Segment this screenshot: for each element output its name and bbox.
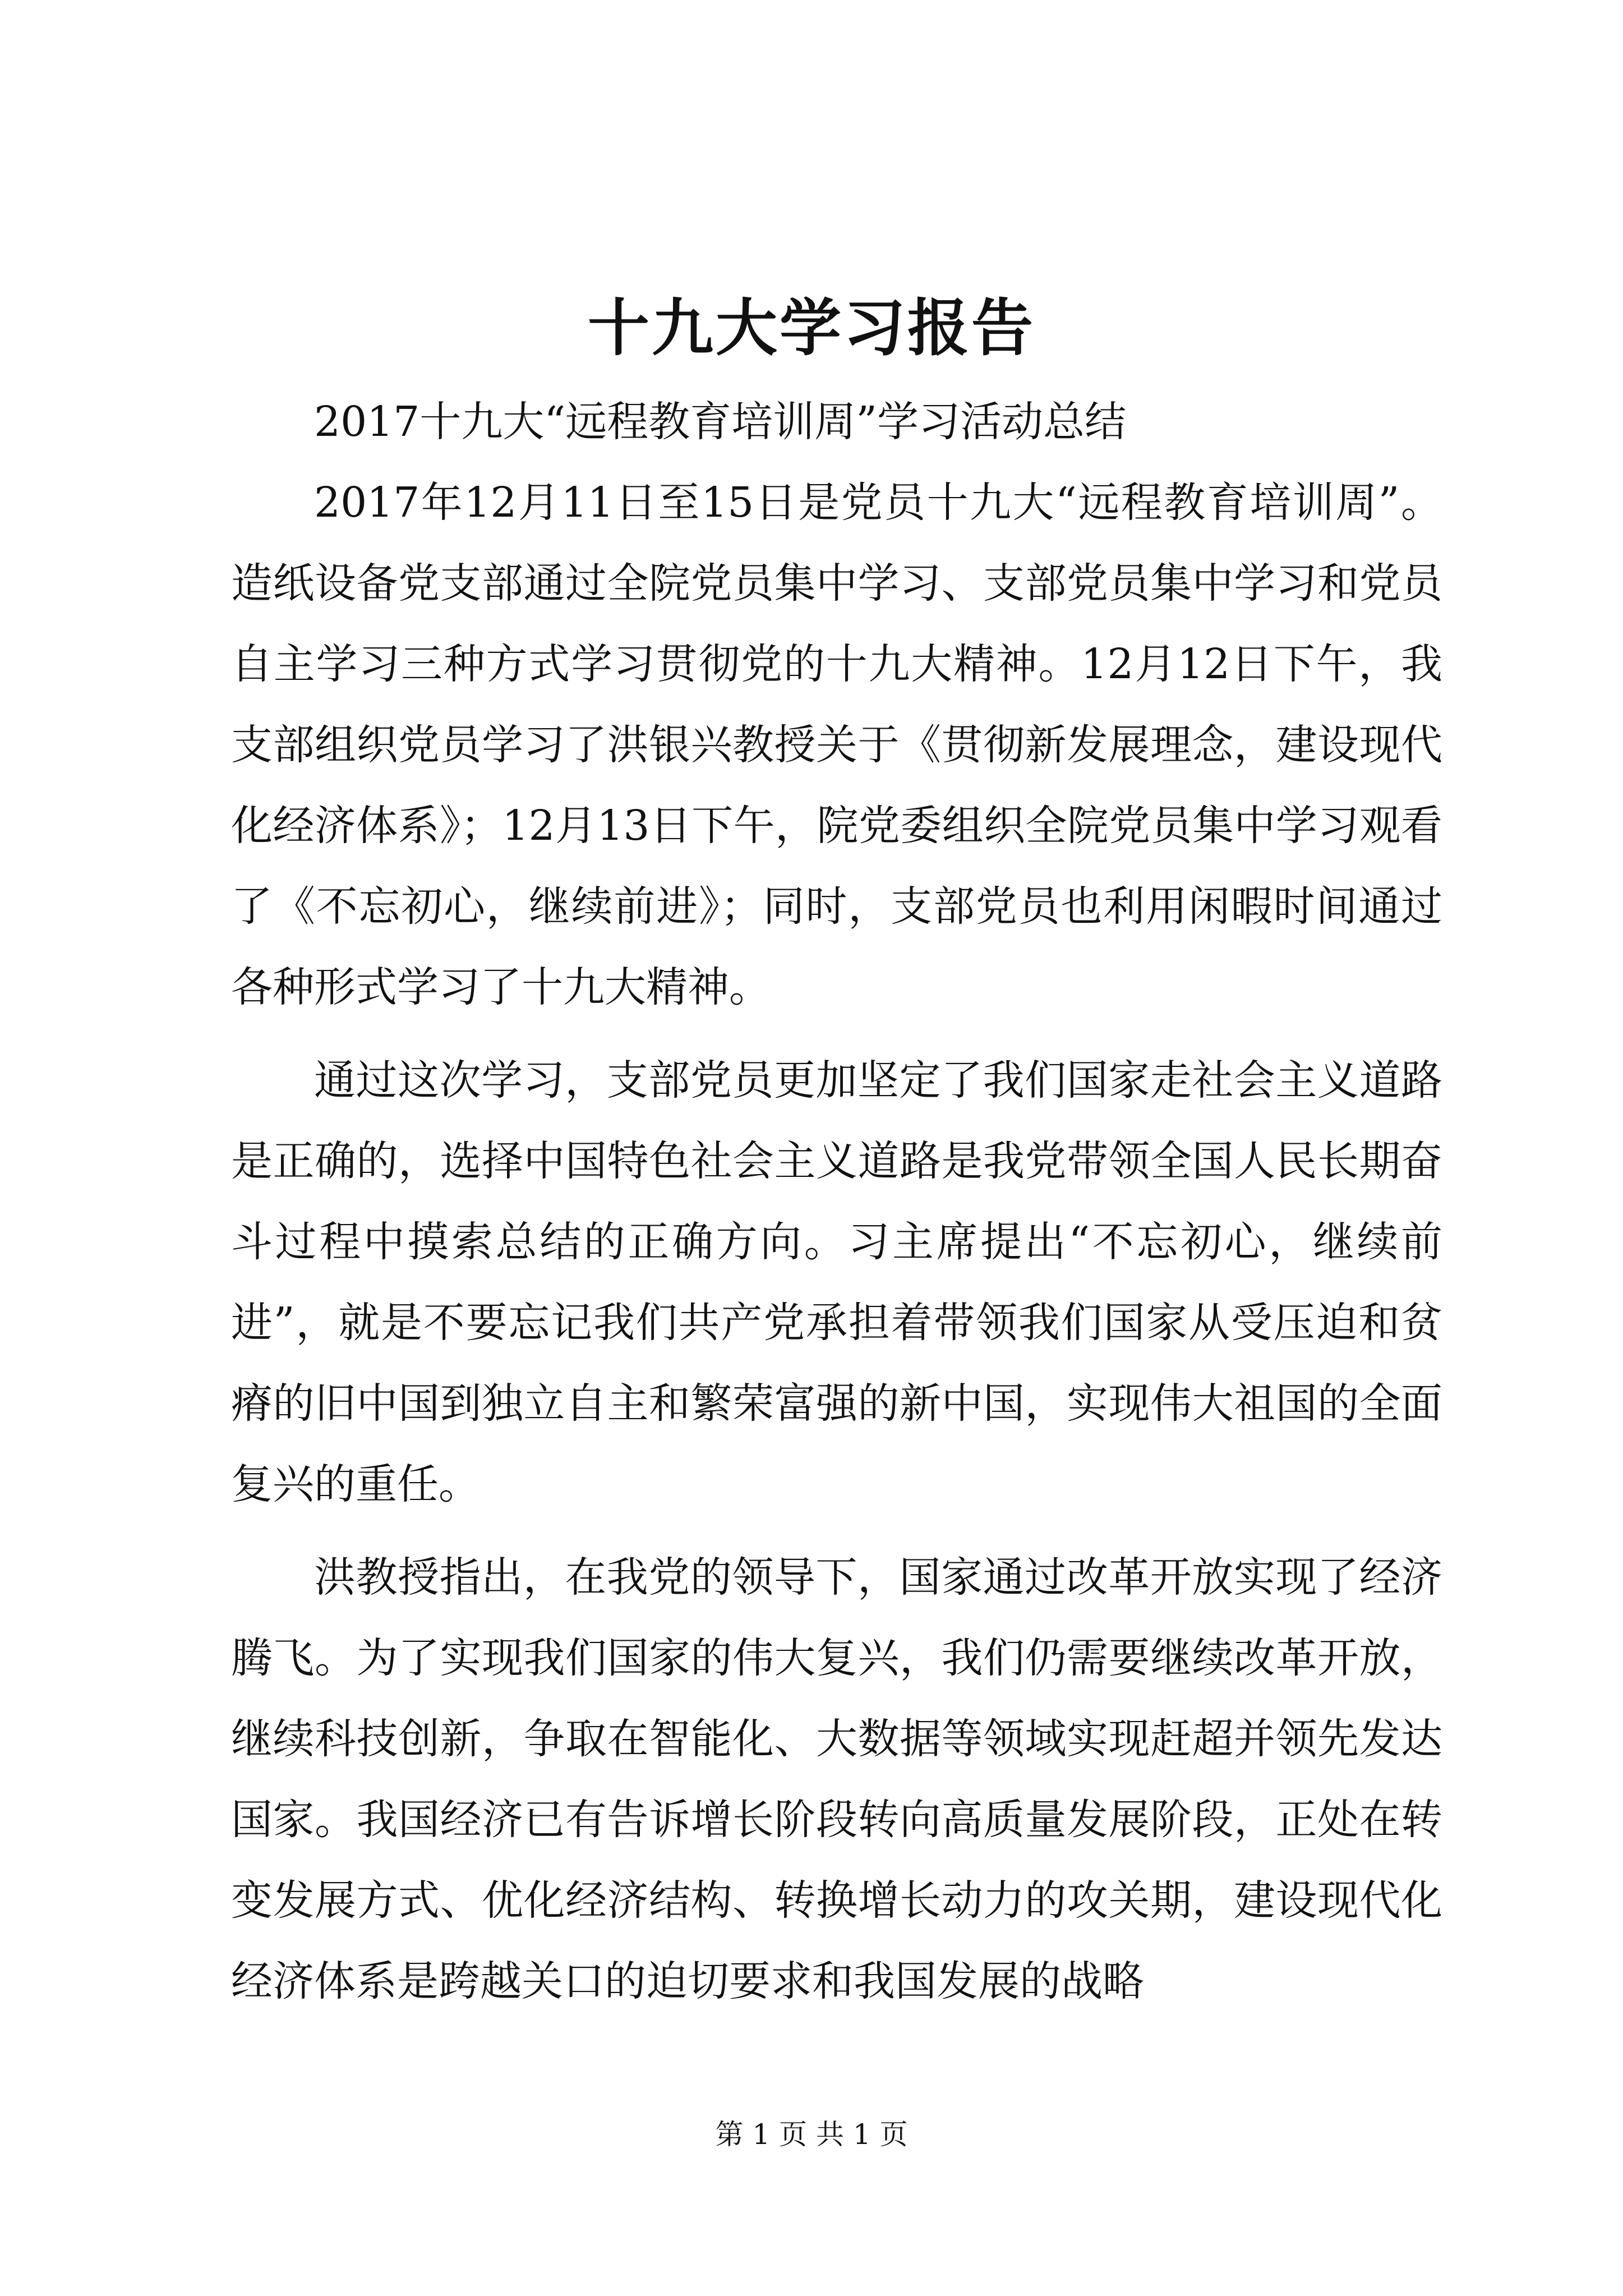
body-paragraph-3: 洪教授指出，在我党的领导下，国家通过改革开放实现了经济腾飞。为了实现我们国家的伟大复兴，我们仍需要继续改革开放，继续科技创新，争取在智能化、大数据等领域实现赶超并领先发达国家。我国经济已有告诉增长阶段转向高质量发展阶段，正处在转变发展方式、优化经济结构、转换增长动力的攻关期，建设现代化经济体系是跨越关口的迫切要求和我国发展的战略: [231, 1553, 1442, 2005]
document-body: [231, 381, 1442, 2022]
document-title: 十九大学习报告: [588, 292, 1035, 364]
page-footer: 第 1 页 共 1 页: [715, 2118, 908, 2151]
body-paragraph-1: 2017年12月11日至15日是党员十九大“远程教育培训周”。造纸设备党支部通过全院党员集中学习、支部党员集中学习和党员自主学习三种方式学习贯彻党的十九大精神。12月12日下午，我支部组织党员学习了洪银兴教授关于《贯彻新发展理念，建设现代化经济体系》；12月13日下午，院党委组织全院党员集中学习观看了《不忘初心，继续前进》；同时，支部党员也利用闲暇时间通过各种形式学习了十九大精神。: [231, 478, 1442, 1011]
body-paragraph-2: 通过这次学习，支部党员更加坚定了我们国家走社会主义道路是正确的，选择中国特色社会主义道路是我党带领全国人民长期奋斗过程中摸索总结的正确方向。习主席提出“不忘初心，继续前进”，就是不要忘记我们共产党承担着带领我们国家从受压迫和贫瘠的旧中国到独立自主和繁荣富强的新中国，实现伟大祖国的全面复兴的重任。: [231, 1056, 1442, 1508]
subtitle-paragraph: 2017十九大“远程教育培训周”学习活动总结: [314, 398, 1126, 446]
